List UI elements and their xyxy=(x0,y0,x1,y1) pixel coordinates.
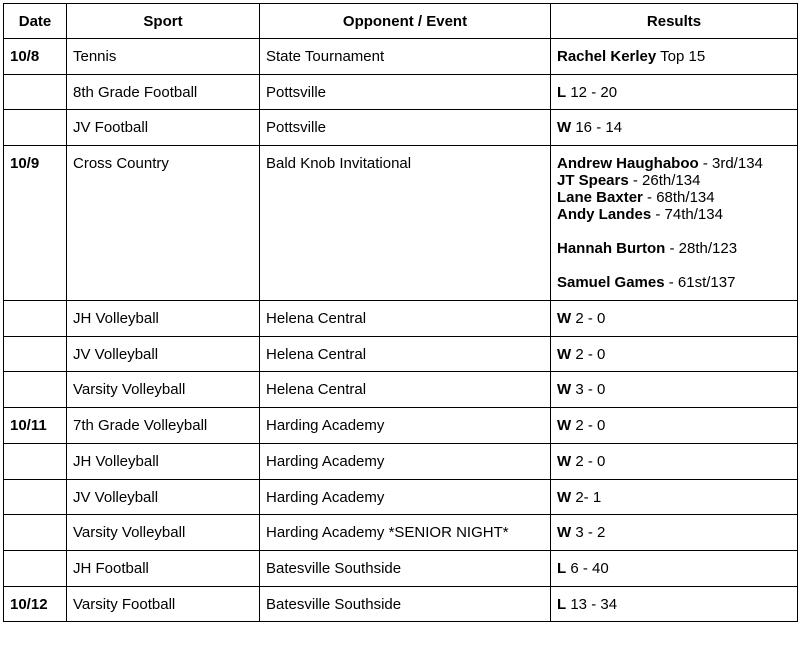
runner-name: Andy Landes xyxy=(557,206,652,224)
date-cell: 10/8 xyxy=(4,39,67,75)
result-bold: W xyxy=(557,310,572,328)
opponent-cell: State Tournament xyxy=(260,39,551,75)
date-cell xyxy=(4,301,67,337)
result-cell xyxy=(551,515,798,551)
table-row xyxy=(4,550,798,586)
result-text: 2 - 0 xyxy=(571,310,606,328)
runner-place: - 26th/134 xyxy=(628,172,701,190)
date-cell xyxy=(4,336,67,372)
sport-cell: Cross Country xyxy=(67,146,260,301)
date-cell: 10/12 xyxy=(4,586,67,622)
table-row xyxy=(4,39,798,75)
runner-result xyxy=(557,240,791,257)
result-cell xyxy=(551,301,798,337)
table-row xyxy=(4,586,798,622)
result-bold: W xyxy=(557,417,572,435)
spacer xyxy=(557,257,791,274)
runner-result xyxy=(557,155,791,172)
runner-place: - 61st/137 xyxy=(664,274,736,292)
runner-name: Samuel Games xyxy=(557,274,665,292)
result-cell xyxy=(551,443,798,479)
result-bold: L xyxy=(557,559,567,577)
runner-place: - 68th/134 xyxy=(642,189,715,207)
date-cell xyxy=(4,479,67,515)
opponent-cell: Bald Knob Invitational xyxy=(260,146,551,301)
result-bold: W xyxy=(557,345,572,363)
sport-cell: Varsity Volleyball xyxy=(67,515,260,551)
header-sport: Sport xyxy=(67,4,260,39)
runner-place: - 3rd/134 xyxy=(698,155,763,173)
result-text: 2- 1 xyxy=(571,488,602,506)
result-cell xyxy=(551,408,798,444)
sport-cell: 8th Grade Football xyxy=(67,74,260,110)
result-bold: W xyxy=(557,452,572,470)
table-row xyxy=(4,110,798,146)
spacer xyxy=(557,223,791,240)
date-cell xyxy=(4,443,67,479)
result-cell xyxy=(551,372,798,408)
result-bold: L xyxy=(557,83,567,101)
result-text: 6 - 40 xyxy=(566,559,609,577)
result-text: 16 - 14 xyxy=(571,119,623,137)
date-cell xyxy=(4,74,67,110)
opponent-cell: Helena Central xyxy=(260,301,551,337)
sport-cell: JV Volleyball xyxy=(67,479,260,515)
sport-cell: JV Football xyxy=(67,110,260,146)
result-bold: W xyxy=(557,524,572,542)
opponent-cell: Harding Academy xyxy=(260,443,551,479)
runner-result xyxy=(557,172,791,189)
opponent-cell: Batesville Southside xyxy=(260,550,551,586)
opponent-cell: Harding Academy xyxy=(260,408,551,444)
runner-result xyxy=(557,189,791,206)
opponent-cell: Pottsville xyxy=(260,74,551,110)
table-row xyxy=(4,146,798,301)
table-row xyxy=(4,443,798,479)
result-bold: W xyxy=(557,381,572,399)
runner-place: - 74th/134 xyxy=(651,206,723,224)
result-cell xyxy=(551,110,798,146)
result-cell xyxy=(551,74,798,110)
result-text: 2 - 0 xyxy=(571,417,606,435)
table-row xyxy=(4,74,798,110)
result-cell xyxy=(551,336,798,372)
date-cell: 10/11 xyxy=(4,408,67,444)
opponent-cell: Harding Academy *SENIOR NIGHT* xyxy=(260,515,551,551)
table-row xyxy=(4,408,798,444)
date-cell: 10/9 xyxy=(4,146,67,301)
runner-name: JT Spears xyxy=(557,172,629,190)
date-cell xyxy=(4,372,67,408)
table-row xyxy=(4,301,798,337)
runner-result xyxy=(557,206,791,223)
runner-name: Hannah Burton xyxy=(557,240,666,258)
result-bold: W xyxy=(557,119,572,137)
result-text: 12 - 20 xyxy=(566,83,618,101)
date-cell xyxy=(4,550,67,586)
runner-result xyxy=(557,274,791,291)
table-row xyxy=(4,479,798,515)
date-cell xyxy=(4,110,67,146)
result-cell xyxy=(551,479,798,515)
sport-cell: JV Volleyball xyxy=(67,336,260,372)
result-bold: W xyxy=(557,488,572,506)
result-bold: Rachel Kerley xyxy=(557,48,657,65)
sport-cell: 7th Grade Volleyball xyxy=(67,408,260,444)
table-row xyxy=(4,372,798,408)
runner-place: - 28th/123 xyxy=(665,240,738,258)
result-text: Top 15 xyxy=(656,48,706,65)
result-cell xyxy=(551,39,798,75)
result-text: 13 - 34 xyxy=(566,595,618,613)
result-cell xyxy=(551,146,798,301)
sport-cell: JH Volleyball xyxy=(67,301,260,337)
result-text: 3 - 2 xyxy=(571,524,606,542)
sport-cell: Varsity Volleyball xyxy=(67,372,260,408)
result-text: 2 - 0 xyxy=(571,452,606,470)
opponent-cell: Helena Central xyxy=(260,336,551,372)
sport-cell: Varsity Football xyxy=(67,586,260,622)
sport-cell: JH Volleyball xyxy=(67,443,260,479)
result-text: 3 - 0 xyxy=(571,381,606,399)
sport-cell: Tennis xyxy=(67,39,260,75)
header-row xyxy=(4,4,798,39)
date-cell xyxy=(4,515,67,551)
sport-cell: JH Football xyxy=(67,550,260,586)
header-date: Date xyxy=(4,4,67,39)
results-table xyxy=(3,3,798,622)
result-bold: L xyxy=(557,595,567,613)
runner-name: Lane Baxter xyxy=(557,189,643,207)
opponent-cell: Pottsville xyxy=(260,110,551,146)
result-text: 2 - 0 xyxy=(571,345,606,363)
opponent-cell: Helena Central xyxy=(260,372,551,408)
runner-name: Andrew Haughaboo xyxy=(557,155,699,173)
result-cell xyxy=(551,550,798,586)
opponent-cell: Batesville Southside xyxy=(260,586,551,622)
result-cell xyxy=(551,586,798,622)
opponent-cell: Harding Academy xyxy=(260,479,551,515)
table-row xyxy=(4,336,798,372)
table-row xyxy=(4,515,798,551)
header-results: Results xyxy=(551,4,798,39)
header-opponent: Opponent / Event xyxy=(260,4,551,39)
